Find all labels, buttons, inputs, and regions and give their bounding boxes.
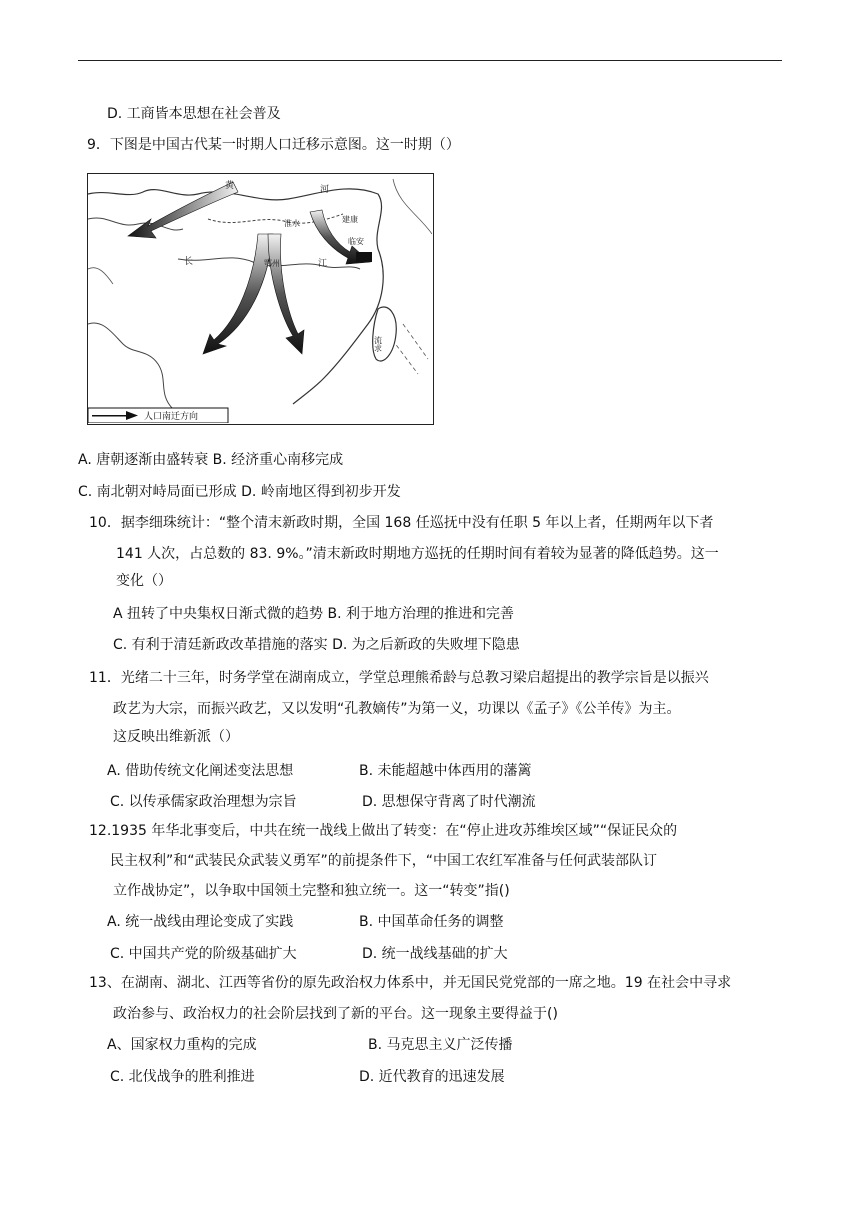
q9-options-line1: A. 唐朝逐渐由盛转衰 B. 经济重心南移完成 (78, 452, 344, 468)
label-liuqiu: 流求 (373, 336, 383, 352)
q12-stem-line1: 12.1935 年华北事变后，中共在统一战线上做出了转变：在“停止进攻苏维埃区域”“保证民众的 (89, 823, 678, 839)
q10-options-line2: C. 有利于清廷新政改革措施的落实 D. 为之后新政的失败埋下隐患 (113, 637, 520, 653)
q13-option-a: A、国家权力重构的完成 (107, 1037, 257, 1053)
taiwan-island (373, 307, 397, 361)
q13-option-b: B. 马克思主义广泛传播 (368, 1037, 513, 1053)
q13-option-c: C. 北伐战争的胜利推进 (110, 1069, 255, 1085)
q13-option-d: D. 近代教育的迅速发展 (359, 1069, 505, 1085)
header-rule (78, 60, 782, 61)
q11-stem-line1: 11．光绪二十三年，时务学堂在湖南成立，学堂总理熊希龄与总教习梁启超提出的教学宗旨是以振兴 (89, 670, 709, 686)
q11-option-a: A. 借助传统文化阐述变法思想 (107, 763, 294, 779)
label-chang: 长 (184, 257, 194, 267)
arrow-west (128, 182, 238, 238)
inland-border-2 (88, 323, 173, 409)
label-jiang: 江 (318, 259, 328, 269)
label-jiankang: 建康 (342, 215, 358, 224)
arrow-south-right (268, 234, 304, 354)
q13-stem-line2: 政治参与、政治权力的社会阶层找到了新的平台。这一现象主要得益于() (113, 1006, 558, 1022)
q12-stem-line3: 立作战协定”，以争取中国领土完整和独立统一。这一“转变”指() (113, 883, 510, 899)
migration-map-svg (88, 174, 432, 423)
migration-map (87, 173, 434, 425)
q13-stem-line1: 13、在湖南、湖北、江西等省份的原先政治权力体系中，并无国民党党部的一席之地。19 在社会中寻求 (89, 975, 732, 991)
q8-option-d: D. 工商皆本思想在社会普及 (107, 106, 281, 122)
q12-stem-line2: 民主权利”和“武装民众武装义勇军”的前提条件下，“中国工农红军准备与任何武装部队订 (110, 853, 658, 869)
q11-option-b: B. 未能超越中体西用的藩篱 (359, 763, 532, 779)
label-ezhou: 鄂州 (264, 259, 280, 268)
q11-option-c: C. 以传承儒家政治理想为宗旨 (110, 794, 297, 810)
label-huaishui: 淮水 (284, 219, 300, 228)
q10-stem-line3: 变化（） (116, 573, 172, 589)
q11-option-d: D. 思想保守背离了时代潮流 (362, 794, 536, 810)
linan-marker (356, 252, 372, 262)
q12-option-a: A. 统一战线由理论变成了实践 (107, 914, 294, 930)
dash-line-2 (403, 324, 428, 359)
arrow-south-left (203, 234, 273, 354)
q12-option-b: B. 中国革命任务的调整 (359, 914, 504, 930)
q12-option-c: C. 中国共产党的阶级基础扩大 (110, 946, 297, 962)
coastline (88, 189, 383, 404)
q9-options-line2: C. 南北朝对峙局面已形成 D. 岭南地区得到初步开发 (78, 484, 401, 500)
q11-stem-line2: 政艺为大宗，而振兴政艺，又以发明“孔教嫡传”为第一义，功课以《孟子》《公羊传》为主。 (113, 701, 681, 717)
coast-right (393, 179, 432, 234)
q9-stem: 9．下图是中国古代某一时期人口迁移示意图。这一时期（） (87, 137, 460, 153)
label-huang: 黄 (225, 181, 235, 191)
inland-border-3 (88, 268, 113, 284)
q10-stem-line1: 10．据李细珠统计：“整个清末新政时期，全国 168 任巡抚中没有任职 5 年以上者，任期两年以下者 (89, 515, 714, 531)
q12-option-d: D. 统一战线基础的扩大 (362, 946, 508, 962)
label-he: 河 (320, 185, 330, 195)
q11-stem-line3: 这反映出维新派（） (113, 729, 239, 745)
q10-options-line1: A 扭转了中央集权日渐式微的趋势 B. 利于地方治理的推进和完善 (113, 606, 514, 622)
label-linan: 临安 (348, 237, 364, 246)
legend-label: 人口南迁方向 (144, 412, 199, 422)
q10-stem-line2: 141 人次，占总数的 83. 9%。”清末新政时期地方巡抚的任期时间有着较为显著的降低趋势。这一 (116, 546, 719, 562)
